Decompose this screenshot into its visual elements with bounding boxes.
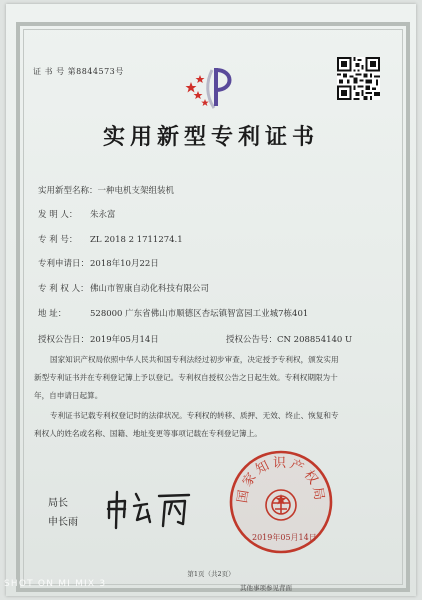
field-patent-number [38, 233, 183, 245]
certificate-title: 实用新型专利证书 [102, 124, 319, 150]
field-value: CN 208854140 U [277, 335, 353, 345]
svg-text:国家知识产权局: 国家知识产权局 [235, 455, 327, 505]
handwritten-signature [103, 484, 193, 534]
field-value: 2018年10月22日 [90, 259, 159, 269]
field-patentee [38, 282, 209, 294]
field-label: 授权公告号： [226, 335, 278, 345]
field-label: 地 址： [38, 309, 67, 319]
field-value: 528000 广东省佛山市顺德区杏坛镇智富园工业城7栋401 [90, 309, 309, 319]
field-label: 发 明 人： [38, 210, 78, 220]
field-value: 一种电机支架组装机 [97, 186, 175, 196]
field-grant-number [226, 333, 352, 345]
field-value: ZL 2018 2 1711274.1 [90, 235, 183, 245]
field-label: 专 利 号： [38, 235, 78, 245]
field-address [38, 307, 308, 319]
paragraph-legal-status [34, 407, 394, 443]
paragraph-line: 新型专利证书并在专利登记簿上予以登记。专利权自授权公告之日起生效。专利权期限为十 [34, 373, 338, 382]
page-number: 第1页（共2页） [187, 570, 235, 578]
seal-date: 2019年05月14日 [252, 533, 317, 542]
paragraph-line: 年，自申请日起算。 [34, 391, 103, 400]
field-value: 佛山市智康自动化科技有限公司 [90, 284, 210, 294]
field-utility-model-name [38, 184, 174, 196]
camera-watermark: SHOT ON MI MIX 3 [4, 579, 107, 589]
paragraph-line: 国家知识产权局依照中华人民共和国专利法经过初步审查，决定授予专利权，颁发实用 [50, 355, 339, 364]
field-label: 授权公告日： [38, 335, 90, 345]
field-filing-date [38, 257, 159, 269]
paragraph-line: 专利证书记载专利权登记时的法律状况。专利权的转移、质押、无效、终止、恢复和专 [50, 411, 339, 420]
field-label: 实用新型名称： [38, 186, 98, 196]
field-label: 专 利 权 人： [38, 284, 89, 294]
field-inventor [38, 208, 116, 220]
qr-code-icon [337, 57, 380, 100]
field-value: 朱永富 [90, 210, 116, 220]
field-label: 专利申请日： [38, 259, 90, 269]
signature-name-label: 申长雨 [48, 517, 78, 528]
signature-role-label: 局长 [48, 498, 68, 509]
field-grant-date [38, 333, 159, 345]
footer-note: 其他事项参见背面 [240, 584, 292, 592]
field-value: 2019年05月14日 [90, 335, 159, 345]
paragraph-grant-notice [34, 351, 394, 405]
paragraph-line: 利权人的姓名或名称、国籍、地址变更等事项记载在专利登记簿上。 [34, 429, 262, 438]
cnipa-logo-icon [182, 62, 242, 112]
certificate-number: 证 书 号 第8844573号 [33, 67, 124, 76]
